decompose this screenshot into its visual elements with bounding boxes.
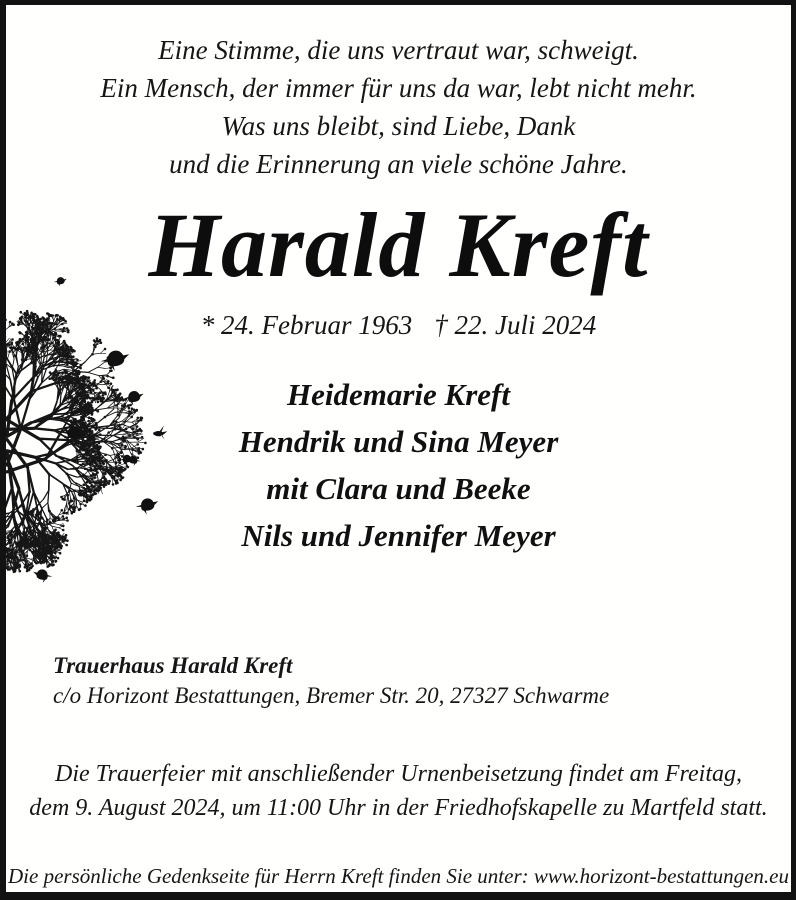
memorial-page-note [6,862,791,890]
deceased-name: Harald Kreft [148,194,649,296]
death-date: † 22. Juli 2024 [434,310,597,340]
epigraph-line: und die Erinnerung an viele schöne Jahre. [169,149,628,179]
epigraph-line: Ein Mensch, der immer für uns da war, lebt nicht mehr. [100,73,697,103]
mourner-line: Heidemarie Kreft [287,377,510,412]
epigraph-line: Eine Stimme, die uns vertraut war, schweigt. [158,35,639,65]
life-dates [6,307,791,343]
mourners-list [6,371,791,559]
service-announcement [6,757,791,825]
birth-date: * 24. Februar 1963 [200,310,413,340]
mourner-line: Hendrik und Sina Meyer [238,424,559,459]
service-line: dem 9. August 2024, um 11:00 Uhr in der Friedhofskapelle zu Martfeld statt. [29,795,768,821]
mourning-house-label: Trauerhaus Harald Kreft [53,653,293,678]
epigraph [6,31,791,183]
mourner-line: mit Clara und Beeke [266,471,531,506]
funeral-home-address: c/o Horizont Bestattungen, Bremer Str. 20, 27327 Schwarme [53,683,610,708]
memorial-page-text: Die persönliche Gedenkseite für Herrn Kreft finden Sie unter: www.horizont-bestattungen.eu [8,864,789,888]
contact-block [53,651,751,711]
service-line: Die Trauerfeier mit anschließender Urnenbeisetzung findet am Freitag, [54,761,742,787]
mourner-line: Nils und Jennifer Meyer [241,518,556,553]
epigraph-line: Was uns bleibt, sind Liebe, Dank [221,111,576,141]
